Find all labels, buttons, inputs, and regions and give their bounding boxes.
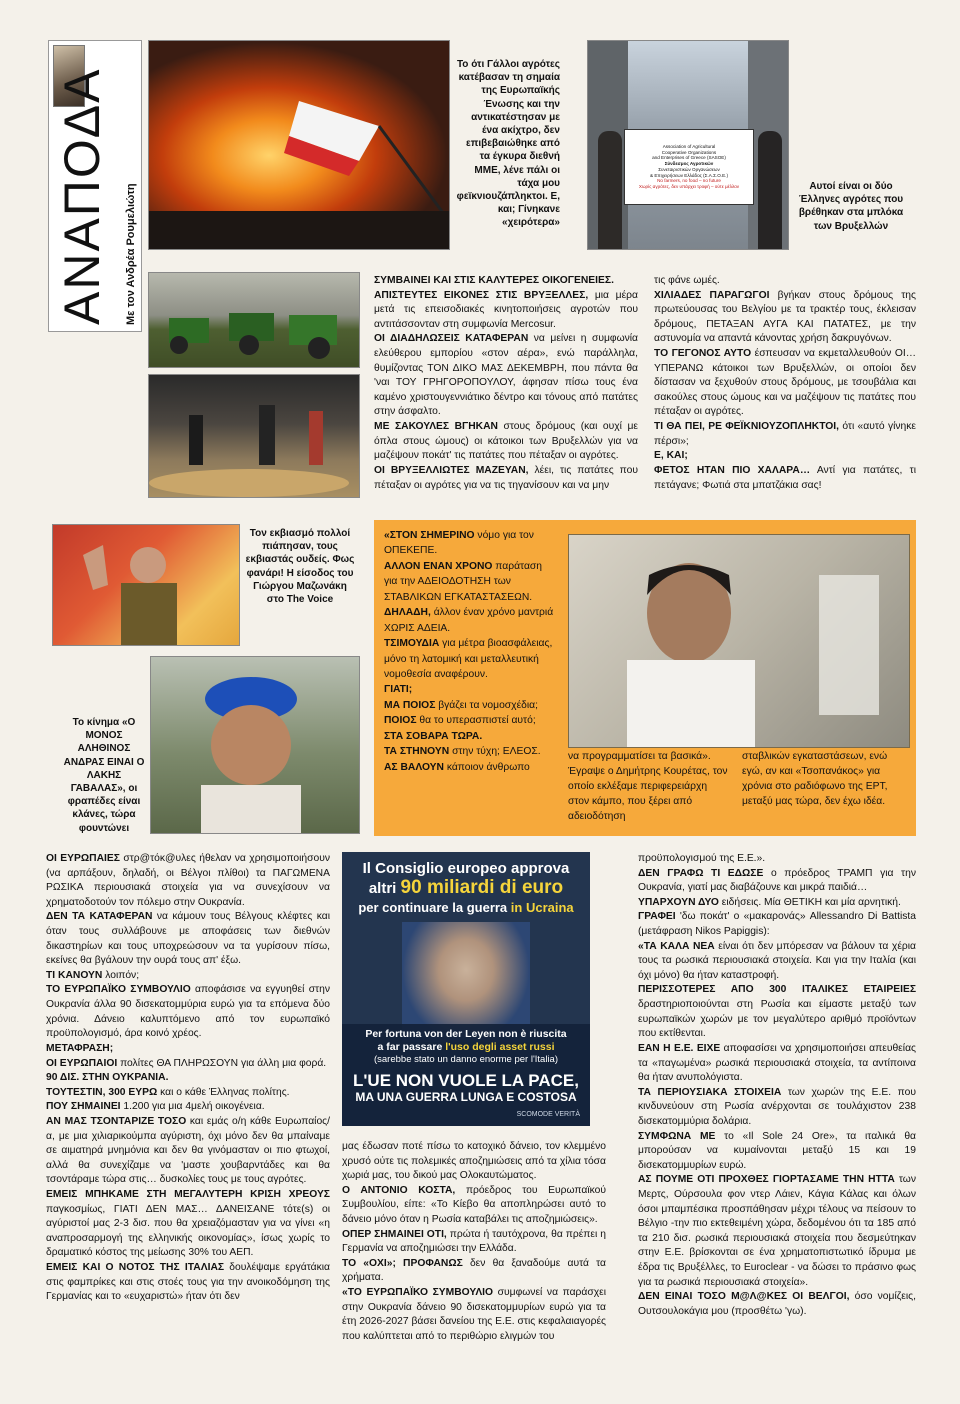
paragraph: ΤΟ ΕΥΡΩΠΑΪΚΟ ΣΥΜΒΟΥΛΙΟ αποφάσισε να εγγυηθεί στην Ουκρανία άλλα 90 δισεκατομμύρια ευρώ για τα επόμενα δύο χρόνια. Δάνειο καλυπτόμενο από τον ευρωπαϊκό προϋπολογισμό, άρα κοινό χρέος. (46, 984, 330, 1040)
flag-figure (149, 41, 449, 249)
potatoes-street-photo (148, 374, 360, 498)
paragraph: ΤΣΙΜΟΥΔΙΑ για μέτρα βιοασφάλειας, μόνο τη λατομική και μεταλλευτική νομοθεσία αναφέρουν. (384, 638, 553, 680)
paragraph: ΕΜΕΙΣ ΚΑΙ Ο ΝΟΤΟΣ ΤΗΣ ΙΤΑΛΙΑΣ δουλέψαμε εργάτάκια στις φαμπρίκες και στις στοές τους για την ανοικοδόμηση της Γερμανίας και το «ευχαριστώ» ήταν ότι δεν (46, 1262, 330, 1303)
kouretas-highlight-box (374, 520, 916, 836)
paragraph: ΠΟΥ ΣΗΜΑΙΝΕΙ 1.200 για μια 4μελή οικογένεια. (46, 1101, 265, 1113)
sign-line: Cooperative Organizations (661, 149, 717, 155)
paragraph: «ΣΤΟΝ ΣΗΜΕΡΙΝΟ νόμο για τον ΟΠΕΚΕΠΕ. (384, 530, 534, 557)
subheadline: Per fortuna von der Leyen non è riuscita a far passare l'uso degli asset russi (sarebbe stato un danno enorme per l'Italia) (365, 1028, 567, 1066)
paragraph: ΣΥΜΦΩΝΑ ΜΕ το «Il Sole 24 Ore», τα ιταλικά θα μπορούσαν να κυμαίνονται μεταξύ 15 και 19 δισεκατομμυρίων ευρώ. (638, 1130, 916, 1171)
greek-farmers-photo (587, 40, 789, 250)
paragraph: ΓΙΑΤΙ; (384, 684, 413, 696)
paragraph: «ΤΟ ΕΥΡΩΠΑΪΚΟ ΣΥΜΒΟΥΛΙΟ συμφωνεί να παράσχει στην Ουκρανία δάνειο 90 δισεκατομμυρίων ευρώ για τα έτη 2026-2027 βάσει δανείου της Ε.Ε. στις κεφαλαιαγορές που καλύπτεται από το περιθώριο ελιγμών του (342, 1287, 606, 1342)
paragraph: προϋπολογισμού της Ε.Ε.». (638, 853, 766, 864)
sign-line: and Enterprises of Greece (SASOE) (652, 155, 726, 161)
paragraph: ΔΕΝ ΓΡΑΦΩ ΤΙ ΕΔΩΣΕ ο πρόεδρος ΤΡΑΜΠ για την Ουκρανία, γιατί μας διαβάζουνε και μικρά παιδιά… (638, 867, 916, 894)
paragraph: Ο ΑΝΤΟΝΙΟ ΚΟΣΤΑ, πρόεδρος του Ευρωπαϊκού Συμβουλίου, είπε: «Το Κίεβο θα αποπληρώσει αυτό το δάνειο μόνο όταν η Ρωσία καταβάλει τις αποζημιώσεις». (342, 1184, 606, 1226)
caption-gavalas: Το κίνημα «Ο ΜΟΝΟΣ ΑΛΗΘΙΝΟΣ ΑΝΔΡΑΣ ΕΙΝΑΙ Ο ΛΑΚΗΣ ΓΑΒΑΛΑΣ», οι φραπέδες είναι κλάνες, τώρα φουντώνει (63, 717, 145, 834)
paragraph: ΔΕΝ ΕΙΝΑΙ ΤΟΣΟ Μ@Λ@ΚΕΣ ΟΙ ΒΕΛΓΟΙ, όσο νομίζεις, Ουτσουλοκάγια μου (προσθέτω 'γω). (638, 1291, 916, 1317)
paragraph: ΦΕΤΟΣ ΗΤΑΝ ΠΙΟ ΧΑΛΑΡΑ… Αντί για πατάτες, τι πετάγανε; Φωτιά στα μπατζάκια σας! (654, 464, 916, 491)
paragraph: ΤΟΥΤΕΣΤΙΝ, 300 ΕΥΡΩ και ο κάθε Έλληνας πολίτης. (46, 1086, 290, 1098)
headline-top: Il Consiglio europeo approva altri 90 miliardi di euro per continuare la guerra in Ucraina (358, 860, 574, 916)
sasoe-banner (624, 129, 754, 205)
paragraph: ΔΕΝ ΤΑ ΚΑΤΑΦΕΡΑΝ να κάμουν τους Βέλγους κλέφτες και όταν τους συλλάβουνε με αποφάσεις των διεθνών δικαστηρίων και τους υποχρεώσουν να τα γυρίσουν πίσω, εκείνες θα βγάλουν την ουρά τους απ' έξω. (46, 911, 330, 967)
sign-line: Σύνδεσμος Αγροτικών (664, 161, 714, 167)
italian-news-graphic (342, 852, 590, 1126)
masthead-vertical-text (53, 67, 111, 325)
paragraph: ΤΟ ΓΕΓΟΝΟΣ ΑΥΤΟ έσπευσαν να εκμεταλλευθούν ΟΙ… ΥΠΕΡΑΝΩ κάτοικοι των Βρυξελλών, οι οποίοι δεν δίστασαν να ξεχυθούν στους δρόμους, με τσουβάλια και σακούλες στους ώμους και να μαζέψουν τις πατάτες που πέταξαν οι αγρότες. (654, 348, 916, 418)
paragraph: ΜΕ ΣΑΚΟΥΛΕΣ ΒΓΗΚΑΝ στους δρόμους (και ουχί με όπλα στους ώμους) οι κάτοικοι των Βρυξελλών για να μαζέψουν ποκάτ' τις πατάτες που πέταξαν οι αγρότες. (374, 421, 638, 462)
paragraph: ΑΣ ΠΟΥΜΕ ΟΤΙ ΠΡΟΧΘΕΣ ΓΙΟΡΤΑΣΑΜΕ ΤΗΝ ΗΤΤΑ των Μερτς, Ούρσουλα φον ντερ Λάιεν, Κάγια Κάλας και όλων όσοι μπαμπέσικα προσπάθησαν μέχρι τέλους να πείσουν το Βέλγιο -την πιο εκτεθειμένη χώρα, δεδομένου ότι τα 185 από τα 210 δισ. ρωσικά περιουσιακά στοιχεία που δεσμεύτηκαν στην Ε.Ε. βρίσκονται σε ένα χρηματοπιστωτικό ίδρυμα με έδρα τις Βρυξέλλες, το Euroclear - να δώσει το πράσινο φως για τα ρωσικά περιουσιακά στοιχεία». (638, 1174, 916, 1288)
article-column-4 (342, 1140, 606, 1345)
paragraph: ΤΟ «ΟΧΙ»; ΠΡΟΦΑΝΩΣ δεν θα ξαναδούμε αυτά τα χρήματα. (342, 1257, 606, 1284)
sign-line: Χωρίς αγρότες, δεν υπάρχει τροφή – ούτε μέλλον (638, 184, 740, 190)
article-column-3 (46, 852, 330, 1305)
paragraph: ΧΙΛΙΑΔΕΣ ΠΑΡΑΓΩΓΟΙ βγήκαν στους δρόμους της πρωτεύουσας του Βελγίου με τα τρακτέρ τους, έκλεισαν δρόμους, ΠΕΤΑΞΑΝ ΑΥΓΑ ΚΑΙ ΠΑΤΑΤΕΣ, με την αστυνομία να απαντά κάνοντας χρήση δακρυγόνων. (654, 289, 916, 345)
voice-singer-photo (52, 524, 240, 646)
sign-line: & Επιχειρήσεων Ελλάδος (Σ.Α.Σ.Ο.Ε.) (650, 172, 728, 178)
column-masthead (48, 40, 142, 332)
paragraph: ΟΙ ΕΥΡΩΠΑΙΟΙ πολίτες ΘΑ ΠΛΗΡΩΣΟΥΝ για άλλη μια φορά. (46, 1057, 327, 1069)
paragraph: ΑΣ ΒΑΛΟΥΝ κάποιον άνθρωπο (384, 761, 530, 773)
paragraph: ΤΑ ΣΤΗΝΟΥΝ στην τύχη; ΕΛΕΟΣ. (384, 746, 541, 758)
sign-line: No farmers, no food – no future (657, 178, 721, 184)
paragraph: ΜΕΤΑΦΡΑΣΗ; (46, 1042, 114, 1054)
paragraph: ΓΡΑΦΕΙ 'δω ποκάτ' ο «μακαρονάς» Allessandro Di Battista (μετάφραση Nikos Papiggis): (638, 911, 916, 938)
paragraph: τις φάνε ωμές. (654, 275, 720, 286)
paragraph: ΔΗΛΑΔΗ, άλλον έναν χρόνο μαντριά ΧΩΡΙΣ ΑΔΕΙΑ. (384, 607, 554, 634)
paragraph: ΕΑΝ Η Ε.Ε. ΕΙΧΕ αποφασίσει να χρησιμοποιήσει απευθείας τα «παγωμένα» ρωσικά περιουσιακά στοιχεία, τα αντίποινα θα ήταν ανυπολόγιστα. (638, 1042, 916, 1084)
caption-greek-farmers: Αυτοί είναι οι δύο Έλληνες αγρότες που βρέθηκαν στα μπλόκα των Βρυξελλών (798, 181, 904, 232)
paragraph: ΣΤΑ ΣΟΒΑΡΑ ΤΩΡΑ. (384, 730, 483, 742)
sign-line: Association of Agricultural (662, 144, 716, 149)
kouretas-photo (568, 534, 910, 748)
paragraph: ΑΝ ΜΑΣ ΤΣΟΝΤΑΡΙΖΕ ΤΟΣΟ και εμάς ο/η κάθε Ευρωπαίος/α, με μια χιλιαρικούμπα αγύριστη, όχι μόνο δεν θα μπαίναμε σε αιματηρά μνημόνια και δεν θα γινόμασταν οι πιο φτωχοί, αλλά θα συνεχίζαμε να 'μαστε χουβαρντάδες και θα τσοντάραμε τώρα στις… δυσκολίες τους με τους αγρότες. (46, 1115, 330, 1186)
paragraph: 90 ΔΙΣ. ΣΤΗΝ ΟΥΚΡΑΝΙΑ. (46, 1072, 169, 1084)
paragraph: ΜΑ ΠΟΙΟΣ βγάζει τα νομοσχέδια; (384, 699, 538, 711)
article-column-5 (638, 852, 916, 1320)
article-column-2 (654, 274, 916, 493)
graphic-credit: SCOMODE VERITÀ (516, 1111, 580, 1118)
paragraph: ΟΙ ΔΙΑΔΗΛΩΣΕΙΣ ΚΑΤΑΦΕΡΑΝ να μείνει η συμφωνία ελεύθερου εμπορίου «στον αέρα», ενώ παράλληλα, θυμίζοντας ΤΟΝ ΔΙΚΟ ΜΑΣ ΔΕΚΕΜΒΡΗ, που πάντα θα 'ναι ΤΟΥ ΓΡΗΓΟΡΟΠΟΥΛΟΥ, άφησαν πίσω τους ένα καμένο χριστουγεννιάτικο δέντρο και τόνους από πατάτες στην άσφαλτο. (374, 333, 639, 418)
caption-fire: Το ότι Γάλλοι αγρότες κατέβασαν τη σημαία της Ευρωπαϊκής Ένωσης και την αντικατέστησαν με ένα ακίχτρο, δεν επιβεβαιώθηκε από τα έγκυρα διεθνή ΜΜΕ, λένε πάλι οι τάχα μου φεϊκνιουζάπληκτοι. Ε, και; Γίνηκανε «χειρότερα» (456, 59, 560, 229)
paragraph: ΤΙ ΚΑΝΟΥΝ λοιπόν; (46, 969, 140, 981)
article-column-1 (374, 274, 638, 493)
paragraph: ΥΠΑΡΧΟΥΝ ΔΥΟ ειδήσεις. Μία ΘΕΤΙΚΗ και μία αρνητική. (638, 896, 901, 908)
paragraph: «ΤΑ ΚΑΛΑ ΝΕΑ είναι ότι δεν μπόρεσαν να βάλουν τα χέρια τους τα ρωσικά περιουσιακά στοιχεία. Και για την Ιταλία (και όχι μόνο) θα ήταν καταστροφή. (638, 940, 917, 981)
paragraph: ΑΠΙΣΤΕΥΤΕΣ ΕΙΚΟΝΕΣ ΣΤΙΣ ΒΡΥΞΕΛΛΕΣ, μια μέρα μετά τις επεισοδιακές κινητοποιήσεις αγροτών που αντιτάσσονταν στη συμφωνία Mercosur. (374, 289, 638, 330)
headline-bottom: L'UE NON VUOLE LA PACE, MA UNA GUERRA LUNGA E COSTOSA (353, 1071, 579, 1104)
paragraph: ΠΕΡΙΣΣΟΤΕΡΕΣ ΑΠΟ 300 ΙΤΑΛΙΚΕΣ ΕΤΑΙΡΕΙΕΣ δραστηριοποιούνται στη Ρωσία και είμαστε μεταξύ των ευρωπαϊκών χωρών με τον μεγαλύτερο αριθμό προϊόντων που εκτίθενται. (638, 984, 916, 1040)
tractors-photo (148, 272, 360, 368)
gavalas-photo (150, 656, 360, 834)
orange-text-right: σταβλικών εγκαταστάσεων, ενώ εγώ, αν και «Τσοπανάκος» για χρόνια στο ραδιόφωνο της ΕΡΤ, μεταξύ μας τώρα, δεν έχω ιδέα. (742, 751, 888, 807)
paragraph: ΟΙ ΒΡΥΞΕΛΛΙΩΤΕΣ ΜΑΖΕΥΑΝ, λέει, τις πατάτες που πέταξαν οι αγρότες για να τις τηγανίσουν και να μην (374, 464, 638, 491)
sign-line: Συνεταιριστικών Οργανώσεων (658, 166, 720, 172)
paragraph: μας έδωσαν ποτέ πίσω το κατοχικό δάνειο, τον κλεμμένο χρυσό ούτε τις πολεμικές αποζημιώσεις από τα χίλια τόσα χωριά μας, του δικού μας Ολοκαυτώματος. (342, 1141, 606, 1182)
paragraph: ΤΙ ΘΑ ΠΕΙ, ΡΕ ΦΕΪΚΝΙΟΥΖΟΠΛΗΚΤΟΙ, ότι «αυτό γίνηκε πέρσι»; (654, 421, 916, 447)
paragraph: ΠΟΙΟΣ θα το υπερασπιστεί αυτό; (384, 715, 536, 727)
fire-protest-photo (148, 40, 450, 250)
paragraph: ΣΥΜΒΑΙΝΕΙ ΚΑΙ ΣΤΙΣ ΚΑΛΥΤΕΡΕΣ ΟΙΚΟΓΕΝΕΙΕΣ. (374, 275, 614, 286)
caption-voice: Τον εκβιασμό πολλοί πιάπησαν, τους εκβιαστάς ουδείς. Φως φανάρι! Η είσοδος του Γιώργου Μαζωνάκη στο The Voice (245, 528, 355, 605)
masthead-title: ΑΝΑΠΟΔΑ (54, 67, 110, 325)
paragraph: Ε, ΚΑΙ; (654, 450, 688, 462)
paragraph: ΕΜΕΙΣ ΜΠΗΚΑΜΕ ΣΤΗ ΜΕΓΑΛΥΤΕΡΗ ΚΡΙΣΗ ΧΡΕΟΥΣ παγκοσμίως, ΓΙΑΤΙ ΔΕΝ ΜΑΣ… ΔΑΝΕΙΣΑΝΕ τότε(s) οι αγύριστοί μας 2-3 δισ. που θα χρειαζόμασταν για να γίνει «η αναπροσαρμογή της ελληνικής οικονομίας», ίσως χωρίς το δραματικό κόστος της μείωσης 30% του ΑΕΠ. (46, 1189, 330, 1259)
paragraph: ΤΑ ΠΕΡΙΟΥΣΙΑΚΑ ΣΤΟΙΧΕΙΑ των χωρών της Ε.Ε. που κινδυνεύουν στη Ρωσία ανέρχονται σε τουλάχιστον 238 δισεκατομμύρια δολάρια. (638, 1086, 916, 1127)
orange-column (384, 528, 554, 775)
orange-text-mid: να προγραμματίσει τα βασικά». Έγραψε ο Δημήτρης Κουρέτας, τον οποίο εκλέξαμε περιφερειάρχη στον κάμπο, που ξέρει από αδειοδότηση (568, 751, 728, 822)
paragraph: ΑΛΛΟΝ ΕΝΑΝ ΧΡΟΝΟ παράταση για την ΑΔΕΙΟΔΟΤΗΣΗ των ΣΤΑΒΛΙΚΩΝ ΕΓΚΑΤΑΣΤΑΣΕΩΝ. (384, 560, 542, 603)
paragraph: ΟΙ ΕΥΡΩΠΑΙΕΣ στρ@τόκ@υλες ήθελαν να χρησιμοποιήσουν (να αρπάξουν, δηλαδή, οι Βέλγοι πλίθοι) τα ΠΑΓΩΜΕΝΑ ΡΩΣΙΚΑ περιουσιακά στοιχεία για να συνεχίσουν να χρηματοδοτούν τον πόλεμο στην Ουκρανία. (46, 853, 330, 908)
masthead-author: Με τον Ανδρέα Ρουμελιώτη (125, 183, 137, 325)
paragraph: ΟΠΕΡ ΣΗΜΑΙΝΕΙ ΟΤΙ, πρώτα ή ταυτόχρονα, θα πρέπει η Γερμανία να αποζημιώσει την Ελλάδα. (342, 1228, 606, 1255)
